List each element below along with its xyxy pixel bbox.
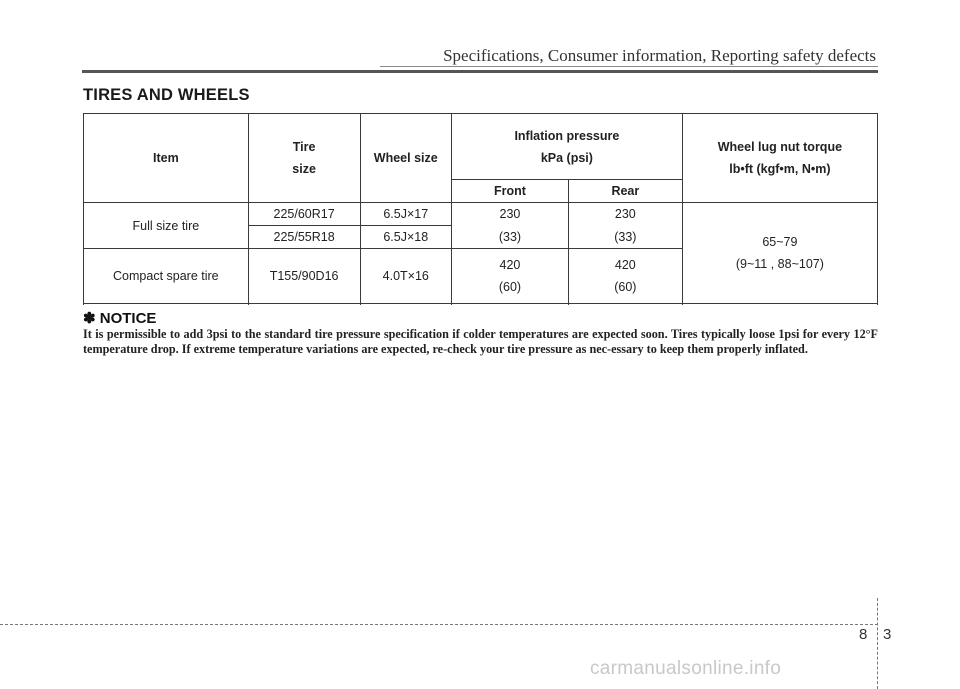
rear-pressure-kpa: 420 (614, 258, 636, 272)
footer-dashed-line (0, 624, 878, 625)
torque-value: 65~79 (762, 235, 798, 249)
wheel-size-cell: 6.5J×17 (360, 203, 451, 226)
torque-cell (682, 203, 877, 304)
header-item: Item (84, 114, 249, 203)
header-torque-line2: lb•ft (kgf•m, N•m) (729, 162, 831, 176)
notice-title: NOTICE (99, 310, 157, 327)
watermark-text: carmanualsonline.info (590, 658, 782, 679)
header-thin-rule (380, 66, 878, 67)
header-tire-line2: size (292, 162, 316, 176)
header-inflation-line2: kPa (psi) (540, 150, 593, 165)
header-torque-line1: Wheel lug nut torque (717, 140, 843, 154)
header-tire-size (248, 114, 360, 203)
rear-pressure-kpa: 230 (568, 203, 682, 226)
header-inflation-line1: Inflation pressure (514, 128, 620, 143)
tires-wheels-table (83, 113, 878, 304)
rear-pressure-psi: (60) (614, 280, 637, 294)
tire-size-cell: 225/60R17 (248, 203, 360, 226)
header-rear: Rear (568, 180, 682, 203)
header-wheel-size: Wheel size (360, 114, 451, 203)
wheel-size-cell: 6.5J×18 (360, 226, 451, 249)
rear-pressure-cell (568, 249, 682, 304)
tire-size-cell: T155/90D16 (248, 249, 360, 304)
tire-size-cell: 225/55R18 (248, 226, 360, 249)
rear-pressure-psi: (33) (568, 226, 682, 249)
header-tire-line1: Tire (292, 140, 316, 154)
notice-heading (83, 309, 156, 327)
header-front: Front (452, 180, 569, 203)
header-row (84, 114, 878, 180)
section-title: TIRES AND WHEELS (83, 86, 250, 104)
notice-text: It is permissible to add 3psi to the standard tire pressure specification if colder temperatures are expected soon. Tires typically loose 1psi for every 12°F temperature drop. If extreme temperature variations are expected, re-check your tire pressure as nec-essary to keep them properly inflated. (83, 327, 878, 356)
notice-star-icon: ✽ (83, 310, 96, 327)
header-torque (682, 114, 877, 203)
page-number: 3 (883, 626, 892, 643)
running-header: Specifications, Consumer information, Reporting safety defects (443, 46, 876, 65)
table-row (84, 203, 878, 226)
torque-metric: (9~11 , 88~107) (735, 257, 824, 271)
header-rule (82, 70, 878, 73)
front-pressure-cell (452, 249, 569, 304)
item-compact-spare: Compact spare tire (84, 249, 249, 304)
front-pressure-kpa: 420 (499, 258, 521, 272)
front-pressure-psi: (33) (452, 226, 569, 249)
header-inflation (452, 114, 683, 180)
wheel-size-cell: 4.0T×16 (360, 249, 451, 304)
chapter-number: 8 (859, 626, 868, 643)
item-full-size: Full size tire (84, 203, 249, 249)
front-pressure-psi: (60) (498, 280, 522, 294)
front-pressure-kpa: 230 (452, 203, 569, 226)
footer-dashed-divider (877, 598, 878, 689)
